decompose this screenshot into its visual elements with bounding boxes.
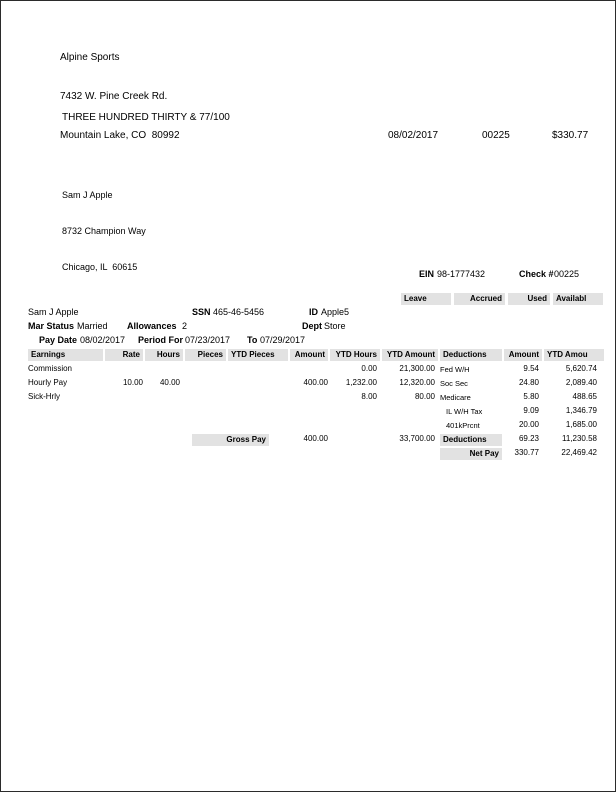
- col-header-earnings: Earnings: [28, 349, 103, 361]
- net-pay-ytd-amount: 22,469.42: [561, 448, 597, 457]
- gross-pay-label: Gross Pay: [192, 434, 269, 446]
- earnings-row-rate: 10.00: [122, 378, 143, 387]
- check-number-label: Check #: [519, 269, 554, 279]
- deduction-row-amount: 24.80: [518, 378, 539, 387]
- deduction-row-name: 401kPrcnt: [446, 421, 480, 430]
- total-deductions-amount: 69.23: [518, 434, 539, 443]
- dept-label: Dept: [302, 321, 322, 331]
- col-header-hours: Hours: [145, 349, 183, 361]
- mar-status-label: Mar Status: [28, 321, 75, 331]
- net-pay-amount: 330.77: [514, 448, 539, 457]
- period-to-label: To: [247, 335, 258, 345]
- deduction-row-ytd-amount: 5,620.74: [565, 364, 597, 373]
- ssn-value: 465-46-5456: [213, 307, 265, 317]
- employee-id-label: ID: [309, 307, 318, 317]
- deduction-row-name: Medicare: [440, 393, 471, 402]
- gross-pay-ytd-amount: 33,700.00: [399, 434, 435, 443]
- earnings-row-hours: 40.00: [159, 378, 180, 387]
- total-deductions-label: Deductions: [440, 434, 502, 446]
- payee-address-block: [62, 165, 146, 297]
- deduction-row-name: Fed W/H: [440, 365, 470, 374]
- payee-street: 8732 Champion Way: [62, 226, 146, 236]
- check-number-value: 00225: [554, 269, 580, 279]
- check-amount-words: THREE HUNDRED THIRTY & 77/100: [62, 112, 230, 123]
- leave-header-used: Used: [508, 293, 550, 305]
- period-for-value: 07/23/2017: [185, 335, 231, 345]
- company-address-block: [60, 25, 180, 168]
- earnings-row-name: Hourly Pay: [28, 378, 68, 387]
- period-for-label: Period For: [138, 335, 184, 345]
- col-header-rate: Rate: [105, 349, 143, 361]
- period-to-value: 07/29/2017: [260, 335, 306, 345]
- earnings-row-name: Commission: [28, 364, 73, 373]
- allowances-label: Allowances: [127, 321, 177, 331]
- deduction-row-amount: 5.80: [523, 392, 539, 401]
- ssn-label: SSN: [192, 307, 211, 317]
- company-city-state-zip: Mountain Lake, CO 80992: [60, 130, 180, 141]
- earnings-row-ytd-amount: 12,320.00: [399, 378, 435, 387]
- total-deductions-ytd-amount: 11,230.58: [562, 434, 597, 443]
- deduction-row-name: Soc Sec: [440, 379, 468, 388]
- col-header-deduction-amount: Amount: [504, 349, 542, 361]
- leave-header-leave: Leave: [401, 293, 451, 305]
- earnings-row-name: Sick-Hrly: [28, 392, 60, 401]
- earnings-row-ytd-hours: 0.00: [361, 364, 377, 373]
- earnings-row-ytd-amount: 80.00: [414, 392, 435, 401]
- ein-label: EIN: [419, 269, 435, 279]
- deduction-row-amount: 9.54: [523, 364, 539, 373]
- gross-pay-amount: 400.00: [303, 434, 328, 443]
- earnings-row-ytd-hours: 8.00: [361, 392, 377, 401]
- col-header-ytd-amount: YTD Amount: [382, 349, 438, 361]
- check-amount: $330.77: [552, 130, 589, 141]
- deduction-row-ytd-amount: 1,346.79: [565, 406, 597, 415]
- col-header-deduction-ytd-amount: YTD Amou: [544, 349, 604, 361]
- leave-header-accrued: Accrued: [454, 293, 505, 305]
- deduction-row-ytd-amount: 1,685.00: [565, 420, 597, 429]
- employee-id-value: Apple5: [321, 307, 350, 317]
- ein-value: 98-1777432: [437, 269, 486, 279]
- deduction-row-ytd-amount: 488.65: [572, 392, 597, 401]
- col-header-amount: Amount: [290, 349, 328, 361]
- employee-name: Sam J Apple: [28, 307, 79, 317]
- check-date: 08/02/2017: [388, 130, 439, 141]
- dept-value: Store: [324, 321, 346, 331]
- earnings-row-ytd-amount: 21,300.00: [399, 364, 435, 373]
- col-header-pieces: Pieces: [185, 349, 226, 361]
- deduction-row-amount: 20.00: [518, 420, 539, 429]
- payee-name: Sam J Apple: [62, 190, 113, 200]
- net-pay-label: Net Pay: [440, 448, 502, 460]
- company-street: 7432 W. Pine Creek Rd.: [60, 91, 168, 102]
- earnings-row-amount: 400.00: [303, 378, 328, 387]
- col-header-ytd-hours: YTD Hours: [330, 349, 380, 361]
- company-name: Alpine Sports: [60, 52, 120, 63]
- pay-date-label: Pay Date: [39, 335, 78, 345]
- pay-date-value: 08/02/2017: [80, 335, 126, 345]
- payee-city-state-zip: Chicago, IL 60615: [62, 262, 138, 272]
- col-header-ytd-pieces: YTD Pieces: [228, 349, 288, 361]
- leave-header-available: Availabl: [553, 293, 603, 305]
- deduction-row-ytd-amount: 2,089.40: [565, 378, 597, 387]
- col-header-deductions: Deductions: [440, 349, 502, 361]
- mar-status-value: Married: [77, 321, 108, 331]
- allowances-value: 2: [182, 321, 188, 331]
- earnings-row-ytd-hours: 1,232.00: [345, 378, 377, 387]
- deduction-row-name: IL W/H Tax: [446, 407, 483, 416]
- deduction-row-amount: 9.09: [523, 406, 539, 415]
- check-number: 00225: [482, 130, 510, 141]
